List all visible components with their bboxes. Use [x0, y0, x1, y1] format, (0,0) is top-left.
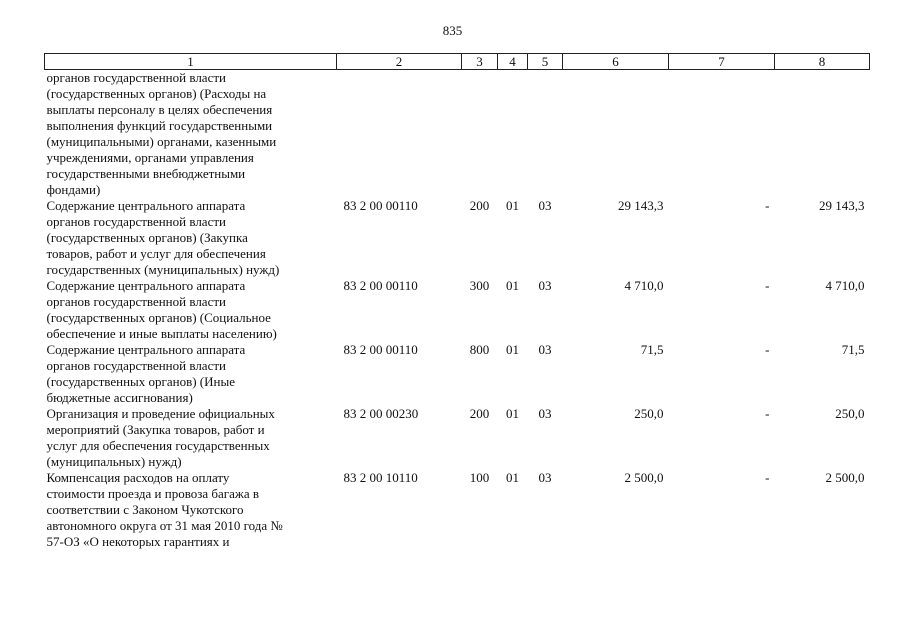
- cell-section: 01: [506, 470, 519, 485]
- table-body: [45, 70, 870, 551]
- column-header: 7: [669, 54, 775, 70]
- cell-change: [669, 70, 775, 199]
- cell-change: -: [765, 278, 770, 293]
- description-line: 57-ОЗ «О некоторых гарантиях и: [46, 534, 230, 549]
- description-line: бюджетные ассигнования): [46, 390, 193, 405]
- cell-amount: [563, 70, 669, 199]
- table-row: [45, 342, 870, 406]
- table-row: [45, 406, 870, 470]
- cell-expense-type: 300: [469, 278, 490, 293]
- column-header: 8: [775, 54, 870, 70]
- cell-description: [45, 278, 337, 342]
- cell-total: 4 710,0: [825, 278, 865, 293]
- column-header: 4: [498, 54, 528, 70]
- description-line: Содержание центрального аппарата: [46, 278, 246, 293]
- description-line: Организация и проведение официальных: [46, 406, 275, 421]
- description-line: государственными внебюджетными: [46, 166, 246, 181]
- cell-subsection: 03: [538, 406, 552, 421]
- column-header: 6: [563, 54, 669, 70]
- cell-expense-type: 200: [469, 198, 490, 213]
- cell-code: [337, 70, 462, 199]
- cell-subsection: [528, 70, 563, 199]
- column-header: 5: [528, 54, 563, 70]
- cell-total: 250,0: [835, 406, 865, 421]
- cell-code: 83 2 00 00230: [343, 406, 419, 421]
- description-line: автономного округа от 31 мая 2010 года №: [46, 518, 283, 533]
- column-header: 1: [45, 54, 337, 70]
- column-header: 2: [337, 54, 462, 70]
- cell-subsection: 03: [538, 278, 552, 293]
- cell-total: 2 500,0: [825, 470, 865, 485]
- description-line: стоимости проезда и провоза багажа в: [46, 486, 260, 501]
- cell-description: [45, 70, 337, 199]
- cell-section: 01: [506, 406, 519, 421]
- cell-section: 01: [506, 342, 519, 357]
- cell-subsection: 03: [538, 470, 552, 485]
- description-line: (государственных органов) (Расходы на: [46, 86, 267, 101]
- description-line: товаров, работ и услуг для обеспечения: [46, 246, 266, 261]
- cell-code: 83 2 00 00110: [343, 198, 418, 213]
- description-line: фондами): [46, 182, 101, 197]
- cell-change: -: [765, 198, 770, 213]
- table-row: [45, 198, 870, 278]
- cell-total: 29 143,3: [819, 198, 865, 213]
- description-line: органов государственной власти: [46, 358, 226, 373]
- description-line: соответствии с Законом Чукотского: [46, 502, 244, 517]
- description-line: органов государственной власти: [46, 294, 226, 309]
- description-line: органов государственной власти: [46, 70, 226, 85]
- description-line: Содержание центрального аппарата: [46, 342, 246, 357]
- cell-description: [45, 406, 337, 470]
- cell-description: [45, 470, 337, 550]
- cell-expense-type: [462, 70, 498, 199]
- description-line: мероприятий (Закупка товаров, работ и: [46, 422, 265, 437]
- cell-amount: 71,5: [640, 342, 664, 357]
- description-line: выполнения функций государственными: [46, 118, 273, 133]
- cell-description: [45, 342, 337, 406]
- description-line: услуг для обеспечения государственных: [46, 438, 270, 453]
- description-line: (государственных органов) (Закупка: [46, 230, 248, 245]
- table-row: [45, 470, 870, 550]
- description-line: (государственных органов) (Иные: [46, 374, 235, 389]
- cell-expense-type: 200: [469, 406, 490, 421]
- cell-total: 71,5: [841, 342, 865, 357]
- cell-code: 83 2 00 10110: [343, 470, 418, 485]
- cell-total: [775, 70, 870, 199]
- description-line: учреждениями, органами управления: [46, 150, 254, 165]
- description-line: государственных (муниципальных) нужд): [46, 262, 280, 277]
- cell-section: 01: [506, 278, 519, 293]
- cell-amount: 2 500,0: [624, 470, 664, 485]
- description-line: (муниципальных) нужд): [46, 454, 182, 469]
- cell-code: 83 2 00 00110: [343, 278, 418, 293]
- cell-code: 83 2 00 00110: [343, 342, 418, 357]
- cell-section: [498, 70, 528, 199]
- cell-amount: 29 143,3: [618, 198, 664, 213]
- table-row: [45, 70, 870, 199]
- table-row: [45, 278, 870, 342]
- cell-amount: 250,0: [634, 406, 664, 421]
- cell-change: -: [765, 342, 770, 357]
- budget-table: [44, 53, 870, 550]
- column-header: 3: [462, 54, 498, 70]
- cell-section: 01: [506, 198, 519, 213]
- cell-amount: 4 710,0: [624, 278, 664, 293]
- header-row: [45, 54, 870, 70]
- description-line: органов государственной власти: [46, 214, 226, 229]
- cell-subsection: 03: [538, 198, 552, 213]
- cell-description: [45, 198, 337, 278]
- cell-change: -: [765, 406, 770, 421]
- cell-expense-type: 800: [469, 342, 490, 357]
- description-line: (муниципальными) органами, казенными: [46, 134, 277, 149]
- cell-expense-type: 100: [469, 470, 490, 485]
- cell-subsection: 03: [538, 342, 552, 357]
- page-number: 835: [442, 23, 463, 38]
- description-line: Компенсация расходов на оплату: [46, 470, 230, 485]
- description-line: обеспечение и иные выплаты населению): [46, 326, 277, 341]
- cell-change: -: [765, 470, 770, 485]
- description-line: выплаты персоналу в целях обеспечения: [46, 102, 273, 117]
- description-line: Содержание центрального аппарата: [46, 198, 246, 213]
- description-line: (государственных органов) (Социальное: [46, 310, 271, 325]
